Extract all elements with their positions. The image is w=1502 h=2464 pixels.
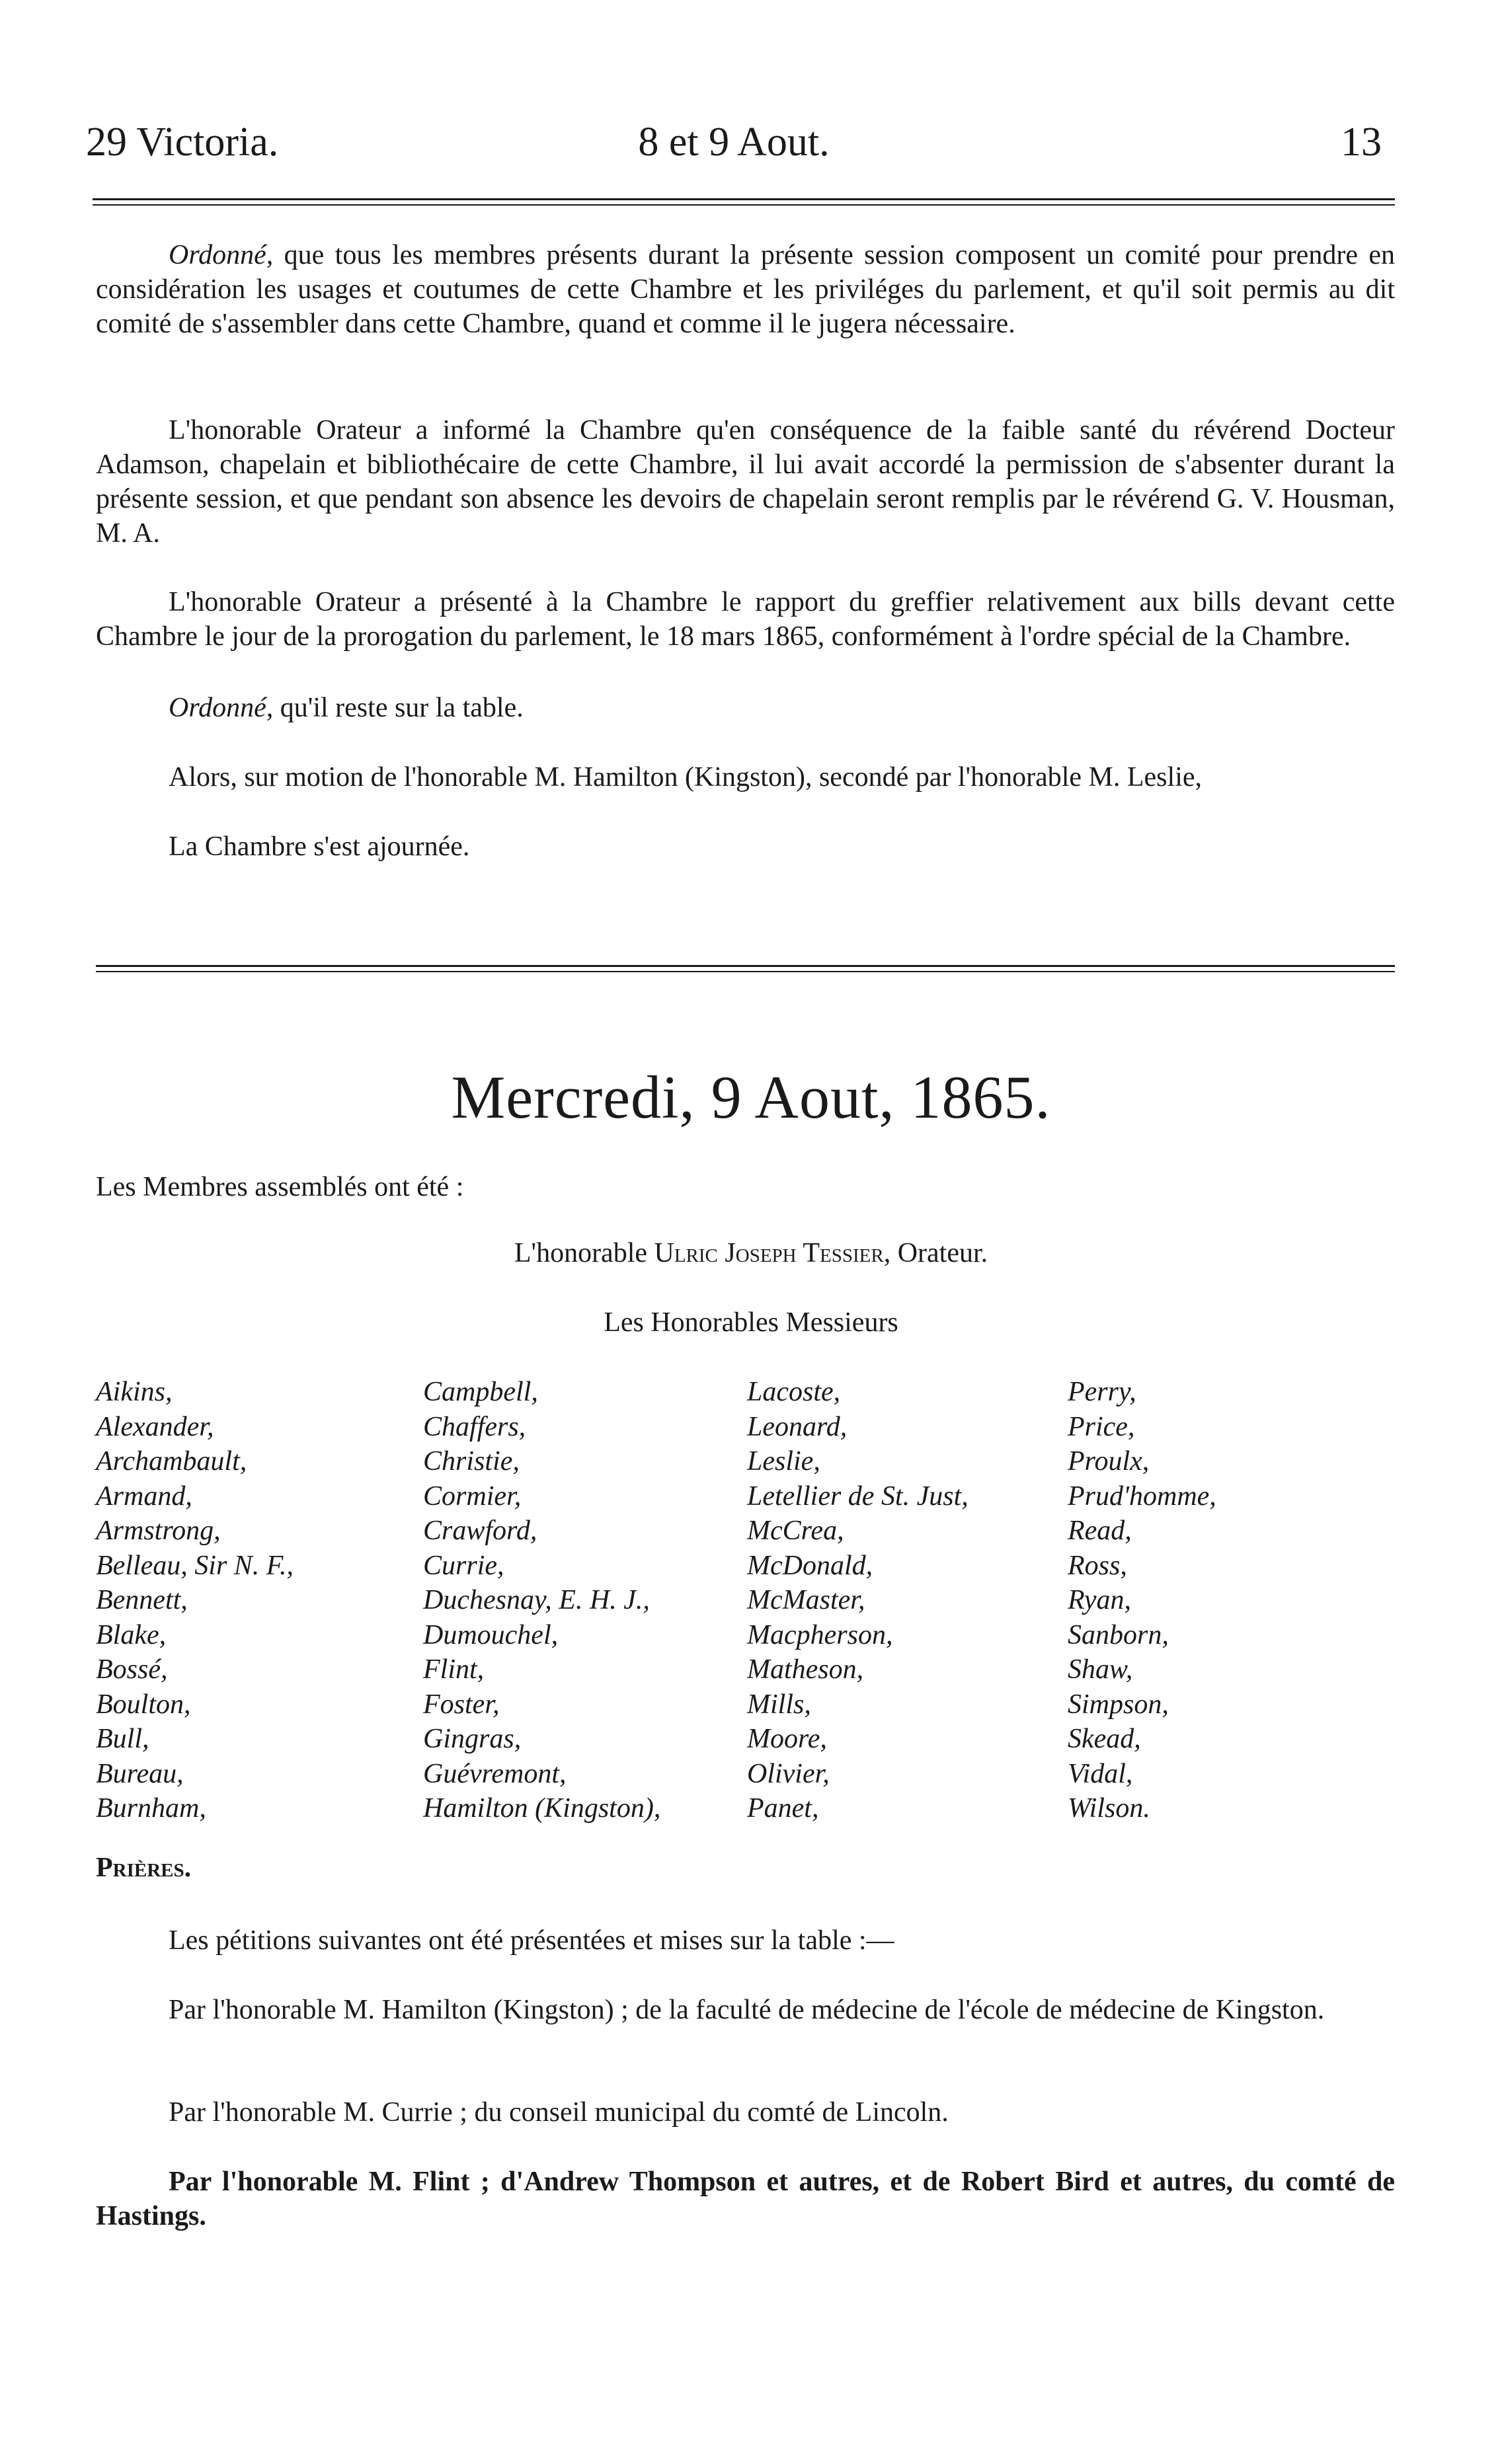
paragraph-rapport-greffier: L'honorable Orateur a présenté à la Chambre le rapport du greffier relativement aux bills devant cette Chambre le jour de la prorogation du parlement, le 18 mars 1865, conformément à l'ordre spécial de la Chambre. <box>96 587 1395 652</box>
order-text: que tous les membres présents durant la présente session composent un comité pour prendre en considération les usages et coutumes de cette Chambre et les priviléges du parlement, et qu'il soit permis au dit comité de s'assembler dans cette Chambre, quand et comme il le jugera nécessaire. <box>96 240 1395 339</box>
member-name: Simpson, <box>1068 1689 1169 1720</box>
member-name: Hamilton (Kingston), <box>423 1793 661 1824</box>
member-name: Campbell, <box>423 1377 538 1407</box>
member-name: Belleau, Sir N. F., <box>96 1550 294 1581</box>
member-name: Duchesnay, E. H. J., <box>423 1585 650 1615</box>
member-name: Ryan, <box>1068 1585 1132 1615</box>
member-name: Archambault, <box>96 1446 247 1477</box>
petition-3: Par l'honorable M. Flint ; d'Andrew Thompson et autres, et de Robert Bird et autres, du comté de Hastings. <box>96 2167 1395 2231</box>
members-assembled-label: Les Membres assemblés ont été : <box>96 1172 464 1202</box>
order-label: Ordonné, <box>169 240 274 270</box>
adjournment-line: La Chambre s'est ajournée. <box>169 831 470 862</box>
paragraph-motion: Alors, sur motion de l'honorable M. Hamilton (Kingston), secondé par l'honorable M. Leslie, <box>169 762 1203 792</box>
member-name: Proulx, <box>1068 1446 1150 1477</box>
member-name: Crawford, <box>423 1516 537 1546</box>
member-name: Armand, <box>96 1481 192 1512</box>
member-name: Perry, <box>1068 1377 1136 1407</box>
member-name: Alexander, <box>96 1411 214 1442</box>
member-name: Sanborn, <box>1068 1619 1169 1650</box>
member-name: Blake, <box>96 1619 167 1650</box>
member-name: McMaster, <box>747 1585 865 1615</box>
header-session: 29 Victoria. <box>86 120 279 165</box>
page-number: 13 <box>1341 120 1382 165</box>
member-name: Ross, <box>1068 1550 1127 1581</box>
member-name: McCrea, <box>747 1516 844 1546</box>
member-name: Boulton, <box>96 1689 191 1720</box>
members-list <box>96 1375 1395 1824</box>
member-name: Bull, <box>96 1724 149 1754</box>
member-name: Leonard, <box>747 1411 848 1442</box>
member-name: Leslie, <box>747 1446 820 1477</box>
member-name: Foster, <box>423 1689 500 1720</box>
speaker-prefix: L'honorable <box>514 1238 654 1268</box>
member-name: Guévremont, <box>423 1758 567 1789</box>
petition-2: Par l'honorable M. Currie ; du conseil municipal du comté de Lincoln. <box>169 2097 949 2128</box>
paragraph-chapelain: L'honorable Orateur a informé la Chambre qu'en conséquence de la faible santé du révérend Docteur Adamson, chapelain et bibliothécaire de cette Chambre, il lui avait accordé la permission de s'absenter durant la présente session, et que pendant son absence les devoirs de chapelain seront remplis par le révérend G. V. Housman, M. A. <box>96 415 1395 549</box>
member-name: Wilson. <box>1068 1793 1150 1824</box>
member-name: Read, <box>1068 1516 1132 1546</box>
member-name: Panet, <box>747 1793 819 1824</box>
prayers-heading: Prières. <box>96 1853 192 1883</box>
honorables-heading: Les Honorables Messieurs <box>604 1307 898 1338</box>
paragraph-ordonne-comite <box>96 238 1395 341</box>
member-name: Bossé, <box>96 1654 168 1685</box>
paragraph-ordonne-table <box>169 691 524 725</box>
member-name: Gingras, <box>423 1724 522 1754</box>
member-name: Bennett, <box>96 1585 188 1615</box>
member-name: Cormier, <box>423 1481 522 1512</box>
member-name: Burnham, <box>96 1793 206 1824</box>
member-name: Prud'homme, <box>1068 1481 1216 1512</box>
member-name: Dumouchel, <box>423 1619 559 1650</box>
order-text-2: qu'il reste sur la table. <box>273 693 524 723</box>
member-name: Price, <box>1068 1411 1135 1442</box>
member-name: Bureau, <box>96 1758 184 1789</box>
member-name: Armstrong, <box>96 1516 221 1546</box>
order-label-2: Ordonné, <box>169 693 274 723</box>
petition-1: Par l'honorable M. Hamilton (Kingston) ; de la faculté de médecine de l'école de médecine de Kingston. <box>169 1995 1325 2025</box>
speaker-name: Ulric Joseph Tessier <box>654 1238 884 1268</box>
member-name: Matheson, <box>747 1654 864 1685</box>
members-column-2 <box>423 1375 660 1826</box>
member-name: Shaw, <box>1068 1654 1133 1685</box>
member-name: Aikins, <box>96 1377 173 1407</box>
member-name: Chaffers, <box>423 1411 526 1442</box>
member-name: Moore, <box>747 1724 827 1754</box>
session-date-title: Mercredi, 9 Aout, 1865. <box>451 1063 1051 1131</box>
member-name: Christie, <box>423 1446 520 1477</box>
members-column-3 <box>747 1375 968 1826</box>
member-name: Skead, <box>1068 1724 1141 1754</box>
member-name: Lacoste, <box>747 1377 841 1407</box>
speaker-suffix: , Orateur. <box>883 1238 988 1268</box>
petitions-intro: Les pétitions suivantes ont été présentées et mises sur la table :— <box>169 1925 894 1956</box>
section-rule <box>96 965 1395 972</box>
member-name: Olivier, <box>747 1758 830 1789</box>
speaker-line <box>0 1236 1502 1270</box>
members-column-4 <box>1068 1375 1216 1826</box>
member-name: Currie, <box>423 1550 504 1581</box>
member-name: Mills, <box>747 1689 811 1720</box>
member-name: Letellier de St. Just, <box>747 1481 968 1512</box>
member-name: Vidal, <box>1068 1758 1133 1789</box>
member-name: Macpherson, <box>747 1619 893 1650</box>
member-name: Flint, <box>423 1654 485 1685</box>
header-rule <box>93 198 1395 206</box>
members-column-1 <box>96 1375 294 1826</box>
member-name: McDonald, <box>747 1550 873 1581</box>
page-header <box>86 112 1382 172</box>
header-dates: 8 et 9 Aout. <box>638 120 830 165</box>
